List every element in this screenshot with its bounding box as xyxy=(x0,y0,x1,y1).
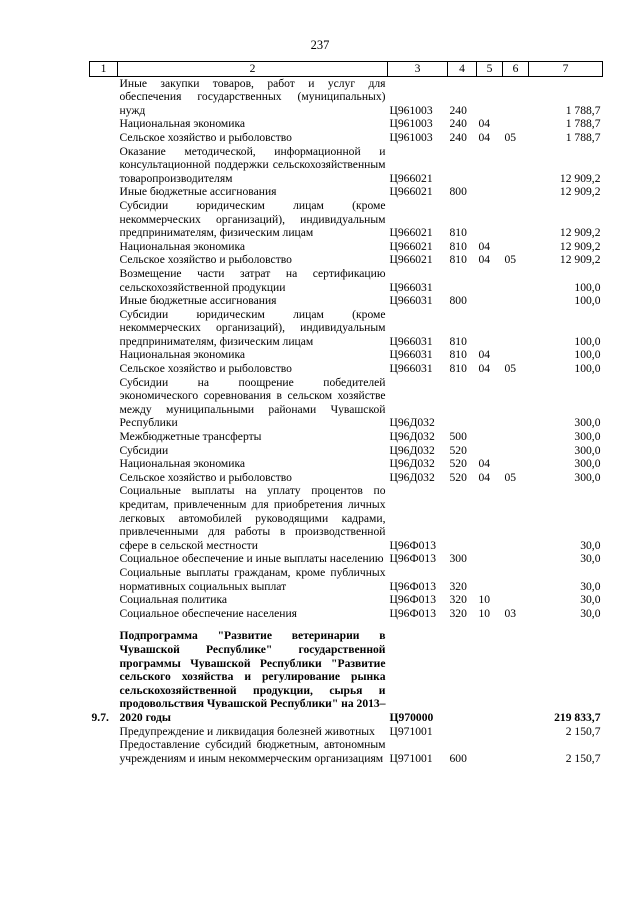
page-number: 237 xyxy=(310,38,330,52)
row-number xyxy=(90,362,118,376)
row-section: 04 xyxy=(478,130,491,144)
row-section: 10 xyxy=(478,593,491,607)
row-section xyxy=(477,199,503,240)
table-body xyxy=(90,76,603,620)
row-code: Ц966031 xyxy=(389,294,433,308)
column-number: 7 xyxy=(529,62,603,77)
row-amount: 100,0 xyxy=(574,362,601,376)
row-amount: 300,0 xyxy=(574,416,601,430)
table-row xyxy=(90,294,603,308)
row-name: Субсидии xyxy=(119,443,169,457)
row-section: 04 xyxy=(478,470,491,484)
row-section: 04 xyxy=(478,239,491,253)
row-expense-type: 810 xyxy=(449,226,467,240)
row-code: Ц971001 xyxy=(389,724,433,738)
row-number xyxy=(90,76,118,117)
table-body xyxy=(90,725,603,766)
row-amount: 1 788,7 xyxy=(565,117,601,131)
row-expense-type: 240 xyxy=(449,103,467,117)
table-row xyxy=(90,145,603,186)
row-code: Ц96Д032 xyxy=(389,430,435,444)
row-expense-type: 600 xyxy=(449,751,467,765)
row-number xyxy=(90,738,118,765)
row-name: Социальная политика xyxy=(119,593,228,607)
table-row xyxy=(90,430,603,444)
subprogram-code: Ц970000 xyxy=(389,710,434,724)
row-subsection: 05 xyxy=(504,362,517,376)
row-subsection xyxy=(503,117,529,131)
row-number xyxy=(90,240,118,254)
row-code: Ц96Д032 xyxy=(389,470,435,484)
row-section xyxy=(477,444,503,458)
row-subsection xyxy=(503,725,529,739)
row-subsection xyxy=(503,240,529,254)
subprogram-section xyxy=(90,620,603,724)
row-name: Субсидии на поощрение победителей экономического соревнования в сельском хозяйстве между муниципальными районами Чувашской Республики xyxy=(119,375,386,430)
row-expense-type: 810 xyxy=(449,362,467,376)
table-row xyxy=(90,738,603,765)
column-number: 6 xyxy=(503,62,529,77)
row-section: 04 xyxy=(478,362,491,376)
row-number xyxy=(90,267,118,294)
column-number: 3 xyxy=(388,62,448,77)
row-subsection xyxy=(503,76,529,117)
row-name: Национальная экономика xyxy=(119,348,246,362)
row-subsection xyxy=(503,308,529,349)
row-code: Ц961003 xyxy=(389,103,433,117)
row-name: Сельское хозяйство и рыболовство xyxy=(119,470,292,484)
row-section xyxy=(477,552,503,566)
row-number xyxy=(90,253,118,267)
row-code: Ц96Д032 xyxy=(389,416,435,430)
row-amount: 1 788,7 xyxy=(565,103,601,117)
row-section: 10 xyxy=(478,606,491,620)
row-subsection xyxy=(503,484,529,552)
subprogram-name: Подпрограмма "Развитие ветеринарии в Чувашской Республике" государственной программы Чувашской Республики "Развитие сельского хозяйства и регулирование рынка сельскохозяйственной продукции, сырья и продовольствия Чувашской Республики" на 2013–2020 годы xyxy=(119,629,386,724)
row-number xyxy=(90,376,118,430)
table-row xyxy=(90,253,603,267)
row-section xyxy=(477,376,503,430)
row-name: Межбюджетные трансферты xyxy=(119,430,262,444)
row-number xyxy=(90,607,118,621)
row-name: Возмещение части затрат на сертификацию сельскохозяйственной продукции xyxy=(119,266,386,294)
row-section: 04 xyxy=(478,348,491,362)
row-name: Иные закупки товаров, работ и услуг для обеспечения государственных (муниципальных) нужд xyxy=(119,76,386,117)
row-expense-type xyxy=(448,376,477,430)
row-name: Социальные выплаты гражданам, кроме публичных нормативных социальных выплат xyxy=(119,565,386,593)
row-name: Субсидии юридическим лицам (кроме некоммерческих организаций), индивидуальным предпринимателям, физическим лицам xyxy=(119,198,386,240)
table-row xyxy=(90,607,603,621)
row-subsection: 03 xyxy=(504,606,517,620)
row-amount: 12 909,2 xyxy=(559,185,601,199)
row-subsection xyxy=(503,294,529,308)
spacer-row xyxy=(90,620,603,629)
subprogram-amount: 219 833,7 xyxy=(554,710,601,724)
row-subsection xyxy=(503,566,529,593)
row-code: Ц961003 xyxy=(389,130,433,144)
row-subsection xyxy=(503,444,529,458)
row-name: Национальная экономика xyxy=(119,457,246,471)
row-name: Социальные выплаты на уплату процентов по кредитам, привлеченным для приобретения личных легковых автомобилей руководящими кадрами, привлеченными для работы в производственной сфере в сельской местности xyxy=(119,484,386,552)
row-code: Ц96Ф013 xyxy=(389,579,437,593)
row-section xyxy=(477,725,503,739)
row-amount: 12 909,2 xyxy=(559,226,601,240)
row-subsection: 05 xyxy=(504,470,517,484)
row-number xyxy=(90,199,118,240)
row-code: Ц966021 xyxy=(389,253,433,267)
row-section: 04 xyxy=(478,457,491,471)
row-section xyxy=(477,145,503,186)
row-section: 04 xyxy=(478,253,491,267)
row-amount: 30,0 xyxy=(580,579,601,593)
row-code: Ц96Д032 xyxy=(389,457,435,471)
row-subsection xyxy=(503,145,529,186)
table-row xyxy=(90,457,603,471)
row-expense-type: 240 xyxy=(449,130,467,144)
row-code: Ц966021 xyxy=(389,239,433,253)
row-code: Ц96Ф013 xyxy=(389,552,437,566)
row-section xyxy=(477,185,503,199)
row-subsection: 05 xyxy=(504,130,517,144)
row-expense-type: 800 xyxy=(449,185,467,199)
row-number xyxy=(90,444,118,458)
row-expense-type: 320 xyxy=(449,606,467,620)
column-number: 5 xyxy=(477,62,503,77)
row-number xyxy=(90,131,118,145)
row-section xyxy=(477,294,503,308)
row-amount: 30,0 xyxy=(580,538,601,552)
row-amount: 100,0 xyxy=(574,280,601,294)
row-name: Национальная экономика xyxy=(119,117,246,131)
column-number: 1 xyxy=(90,62,118,77)
row-number xyxy=(90,593,118,607)
row-code: Ц96Ф013 xyxy=(389,606,437,620)
table-row xyxy=(90,362,603,376)
row-expense-type: 320 xyxy=(449,579,467,593)
row-expense-type: 520 xyxy=(449,457,467,471)
row-number xyxy=(90,566,118,593)
table-row xyxy=(90,76,603,117)
row-expense-type xyxy=(448,145,477,186)
row-subsection xyxy=(503,348,529,362)
row-section xyxy=(477,566,503,593)
row-amount: 2 150,7 xyxy=(565,751,601,765)
row-section xyxy=(477,76,503,117)
table-row xyxy=(90,593,603,607)
row-code: Ц96Д032 xyxy=(389,443,435,457)
subprogram-number: 9.7. xyxy=(91,710,109,724)
table-row xyxy=(90,444,603,458)
row-name: Сельское хозяйство и рыболовство xyxy=(119,130,292,144)
row-number xyxy=(90,725,118,739)
table-row xyxy=(90,131,603,145)
row-expense-type: 240 xyxy=(449,117,467,131)
row-expense-type: 320 xyxy=(449,593,467,607)
row-amount: 30,0 xyxy=(580,593,601,607)
row-subsection: 05 xyxy=(504,253,517,267)
row-amount: 300,0 xyxy=(574,430,601,444)
table-row xyxy=(90,348,603,362)
row-subsection xyxy=(503,738,529,765)
row-number xyxy=(90,457,118,471)
table-row xyxy=(90,566,603,593)
row-section: 04 xyxy=(478,117,491,131)
row-section xyxy=(477,430,503,444)
row-subsection xyxy=(503,185,529,199)
table-row xyxy=(90,267,603,294)
row-name: Предоставление субсидий бюджетным, автономным учреждениям и иным некоммерческим организациям xyxy=(119,738,386,765)
row-expense-type: 300 xyxy=(449,552,467,566)
row-name: Социальное обеспечение и иные выплаты населению xyxy=(119,552,384,566)
row-number xyxy=(90,145,118,186)
budget-table xyxy=(89,61,603,765)
row-amount: 100,0 xyxy=(574,348,601,362)
row-section xyxy=(477,484,503,552)
row-subsection xyxy=(503,199,529,240)
row-amount: 100,0 xyxy=(574,294,601,308)
row-amount: 12 909,2 xyxy=(559,239,601,253)
row-amount: 2 150,7 xyxy=(565,724,601,738)
row-amount: 12 909,2 xyxy=(559,253,601,267)
table-row xyxy=(90,117,603,131)
row-expense-type: 810 xyxy=(449,239,467,253)
row-code: Ц966031 xyxy=(389,362,433,376)
row-name: Субсидии юридическим лицам (кроме некоммерческих организаций), индивидуальным предпринимателям, физическим лицам xyxy=(119,307,386,348)
row-name: Иные бюджетные ассигнования xyxy=(119,294,277,308)
row-name: Оказание методической, информационной и консультационной поддержки сельскохозяйственным товаропроизводителям xyxy=(119,144,386,185)
table-row xyxy=(90,725,603,739)
row-subsection xyxy=(503,457,529,471)
table-row xyxy=(90,484,603,552)
row-number xyxy=(90,294,118,308)
column-number-row xyxy=(90,62,603,77)
row-number xyxy=(90,348,118,362)
row-number xyxy=(90,117,118,131)
row-name: Предупреждение и ликвидация болезней животных xyxy=(119,724,375,738)
row-name: Сельское хозяйство и рыболовство xyxy=(119,362,292,376)
row-amount: 300,0 xyxy=(574,457,601,471)
row-code: Ц966021 xyxy=(389,185,433,199)
row-section xyxy=(477,308,503,349)
table-row xyxy=(90,471,603,485)
row-amount: 100,0 xyxy=(574,334,601,348)
row-amount: 300,0 xyxy=(574,470,601,484)
row-expense-type: 520 xyxy=(449,470,467,484)
row-name: Сельское хозяйство и рыболовство xyxy=(119,253,292,267)
row-number xyxy=(90,471,118,485)
row-subsection xyxy=(503,376,529,430)
table-row xyxy=(90,199,603,240)
row-subsection xyxy=(503,267,529,294)
row-code: Ц966031 xyxy=(389,348,433,362)
row-amount: 1 788,7 xyxy=(565,130,601,144)
row-amount: 30,0 xyxy=(580,606,601,620)
row-code: Ц966021 xyxy=(389,171,433,185)
table-row xyxy=(90,376,603,430)
row-expense-type: 500 xyxy=(449,430,467,444)
row-expense-type: 810 xyxy=(449,348,467,362)
column-number: 2 xyxy=(118,62,388,77)
row-code: Ц96Ф013 xyxy=(389,538,437,552)
row-subsection xyxy=(503,552,529,566)
row-code: Ц96Ф013 xyxy=(389,593,437,607)
table-row xyxy=(90,308,603,349)
subprogram-row xyxy=(90,629,603,724)
row-expense-type: 520 xyxy=(449,443,467,457)
row-number xyxy=(90,308,118,349)
row-expense-type xyxy=(448,725,477,739)
row-number xyxy=(90,484,118,552)
row-code: Ц966031 xyxy=(389,334,433,348)
row-name: Иные бюджетные ассигнования xyxy=(119,185,277,199)
row-number xyxy=(90,185,118,199)
row-section xyxy=(477,267,503,294)
row-subsection xyxy=(503,593,529,607)
row-amount: 300,0 xyxy=(574,443,601,457)
row-number xyxy=(90,430,118,444)
budget-table-container xyxy=(89,61,602,765)
row-amount: 30,0 xyxy=(580,552,601,566)
row-code: Ц966021 xyxy=(389,226,433,240)
row-name: Национальная экономика xyxy=(119,239,246,253)
table-row xyxy=(90,185,603,199)
table-row xyxy=(90,240,603,254)
row-code: Ц971001 xyxy=(389,751,433,765)
row-section xyxy=(477,738,503,765)
row-expense-type: 810 xyxy=(449,334,467,348)
row-number xyxy=(90,552,118,566)
row-amount: 12 909,2 xyxy=(559,171,601,185)
column-number: 4 xyxy=(448,62,477,77)
row-expense-type xyxy=(448,484,477,552)
row-name: Социальное обеспечение населения xyxy=(119,606,298,620)
row-expense-type: 810 xyxy=(449,253,467,267)
row-expense-type: 800 xyxy=(449,294,467,308)
row-expense-type xyxy=(448,267,477,294)
row-code: Ц961003 xyxy=(389,117,433,131)
table-row xyxy=(90,552,603,566)
row-code: Ц966031 xyxy=(389,280,433,294)
row-subsection xyxy=(503,430,529,444)
